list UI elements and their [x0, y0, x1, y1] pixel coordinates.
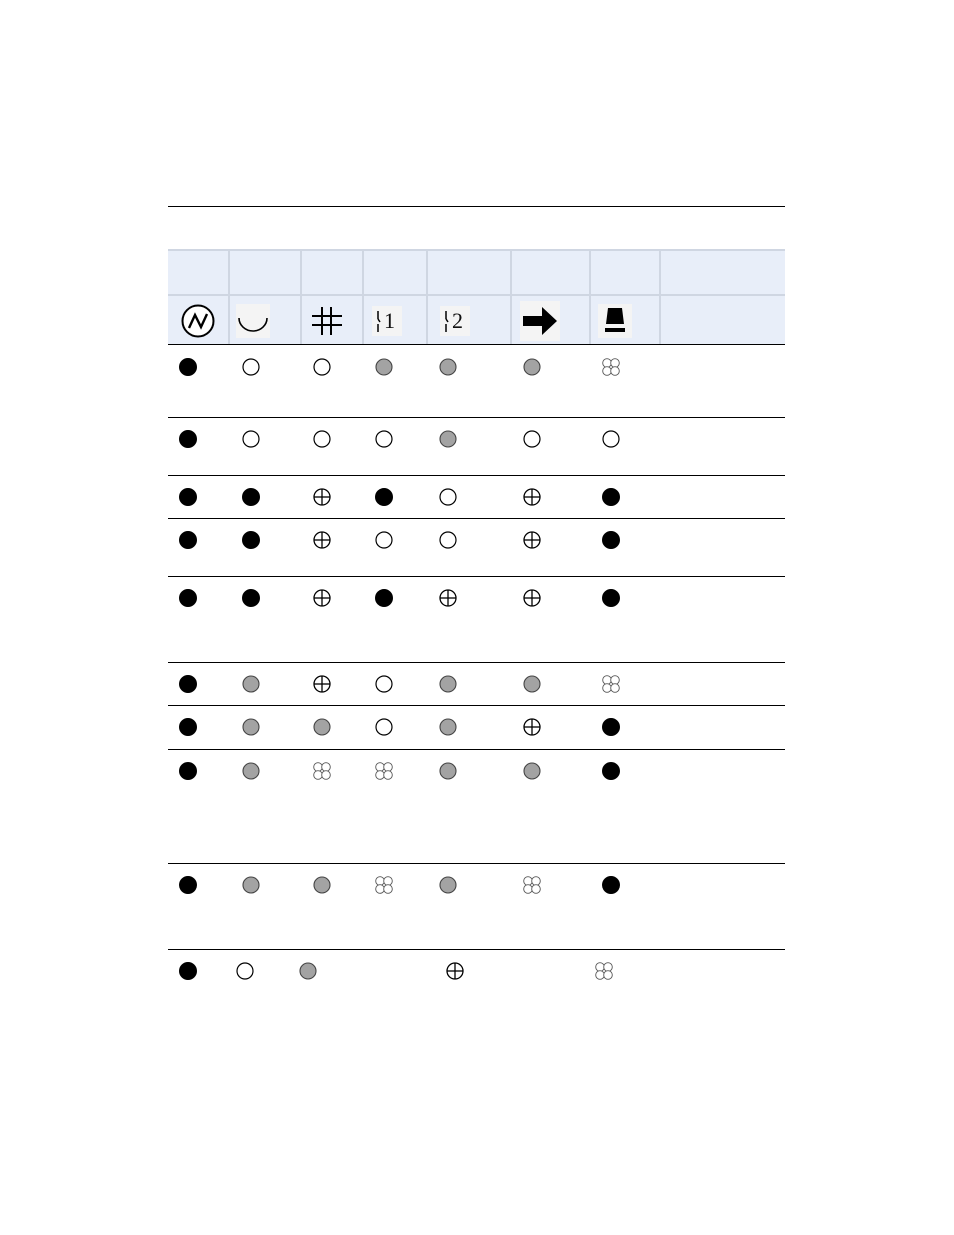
table-row: [168, 750, 785, 864]
lamp-2-icon: [440, 296, 470, 346]
shaded-circle-icon: [522, 357, 542, 377]
filled-circle-icon: [178, 961, 198, 981]
table-row: [168, 864, 785, 950]
crossed-circle-icon: [445, 961, 465, 981]
power-icon: [180, 296, 216, 346]
open-circle-icon: [374, 674, 394, 694]
open-circle-icon: [312, 429, 332, 449]
shaded-circle-icon: [241, 875, 261, 895]
header-col-divider: [426, 251, 428, 344]
filled-circle-icon: [178, 875, 198, 895]
open-circle-icon: [374, 530, 394, 550]
filled-circle-icon: [178, 530, 198, 550]
shaded-circle-icon: [438, 429, 458, 449]
filled-circle-icon: [241, 588, 261, 608]
open-circle-icon: [374, 429, 394, 449]
shaded-circle-icon: [241, 761, 261, 781]
filled-circle-icon: [374, 487, 394, 507]
table-row: [168, 577, 785, 663]
shaded-circle-icon: [522, 761, 542, 781]
crossed-circle-icon: [312, 487, 332, 507]
filled-circle-icon: [178, 357, 198, 377]
filled-circle-icon: [601, 717, 621, 737]
header-col-divider: [510, 251, 512, 344]
table-row: [168, 476, 785, 519]
header-col-divider: [589, 251, 591, 344]
quad-circle-icon: [594, 961, 614, 981]
filled-circle-icon: [178, 717, 198, 737]
filled-circle-icon: [178, 674, 198, 694]
open-circle-icon: [438, 487, 458, 507]
shaded-circle-icon: [241, 717, 261, 737]
filled-circle-icon: [374, 588, 394, 608]
shaded-circle-icon: [438, 761, 458, 781]
header-col-divider: [659, 251, 661, 344]
table-header: [168, 249, 785, 345]
crossed-circle-icon: [312, 674, 332, 694]
header-col-divider: [300, 251, 302, 344]
shaded-circle-icon: [312, 875, 332, 895]
quad-circle-icon: [601, 674, 621, 694]
table-row: [168, 418, 785, 476]
crossed-circle-icon: [522, 588, 542, 608]
filled-circle-icon: [601, 875, 621, 895]
open-circle-icon: [374, 717, 394, 737]
table-row: [168, 519, 785, 577]
open-circle-icon: [438, 530, 458, 550]
open-circle-icon: [522, 429, 542, 449]
quad-circle-icon: [312, 761, 332, 781]
filled-circle-icon: [178, 761, 198, 781]
open-circle-icon: [241, 357, 261, 377]
shaded-circle-icon: [522, 674, 542, 694]
lamp-1-icon: [372, 296, 402, 346]
lamp-1-number: 1: [384, 308, 395, 333]
eject-icon: [598, 296, 632, 346]
arrow-right-icon: [520, 296, 560, 346]
header-col-divider: [228, 251, 230, 344]
open-circle-icon: [235, 961, 255, 981]
quad-circle-icon: [601, 357, 621, 377]
open-circle-icon: [241, 429, 261, 449]
crossed-circle-icon: [438, 588, 458, 608]
crossed-circle-icon: [312, 588, 332, 608]
shaded-circle-icon: [312, 717, 332, 737]
shaded-circle-icon: [241, 674, 261, 694]
filled-circle-icon: [601, 487, 621, 507]
shaded-circle-icon: [298, 961, 318, 981]
filled-circle-icon: [241, 530, 261, 550]
table-row: [168, 706, 785, 750]
lamp-2-number: 2: [452, 308, 463, 333]
filled-circle-icon: [601, 761, 621, 781]
header-col-divider: [362, 251, 364, 344]
filled-circle-icon: [178, 429, 198, 449]
table-row: [168, 346, 785, 418]
filled-circle-icon: [601, 588, 621, 608]
shaded-circle-icon: [438, 717, 458, 737]
open-circle-icon: [312, 357, 332, 377]
top-rule: [168, 206, 785, 207]
hash-icon: [310, 296, 344, 346]
quad-circle-icon: [374, 761, 394, 781]
open-circle-icon: [601, 429, 621, 449]
crossed-circle-icon: [522, 717, 542, 737]
quad-circle-icon: [374, 875, 394, 895]
shaded-circle-icon: [438, 875, 458, 895]
cup-icon: [236, 296, 270, 346]
filled-circle-icon: [178, 588, 198, 608]
crossed-circle-icon: [312, 530, 332, 550]
filled-circle-icon: [178, 487, 198, 507]
filled-circle-icon: [601, 530, 621, 550]
filled-circle-icon: [241, 487, 261, 507]
shaded-circle-icon: [374, 357, 394, 377]
crossed-circle-icon: [522, 530, 542, 550]
quad-circle-icon: [522, 875, 542, 895]
table-row: [168, 950, 785, 995]
crossed-circle-icon: [522, 487, 542, 507]
shaded-circle-icon: [438, 357, 458, 377]
shaded-circle-icon: [438, 674, 458, 694]
table-row: [168, 663, 785, 706]
